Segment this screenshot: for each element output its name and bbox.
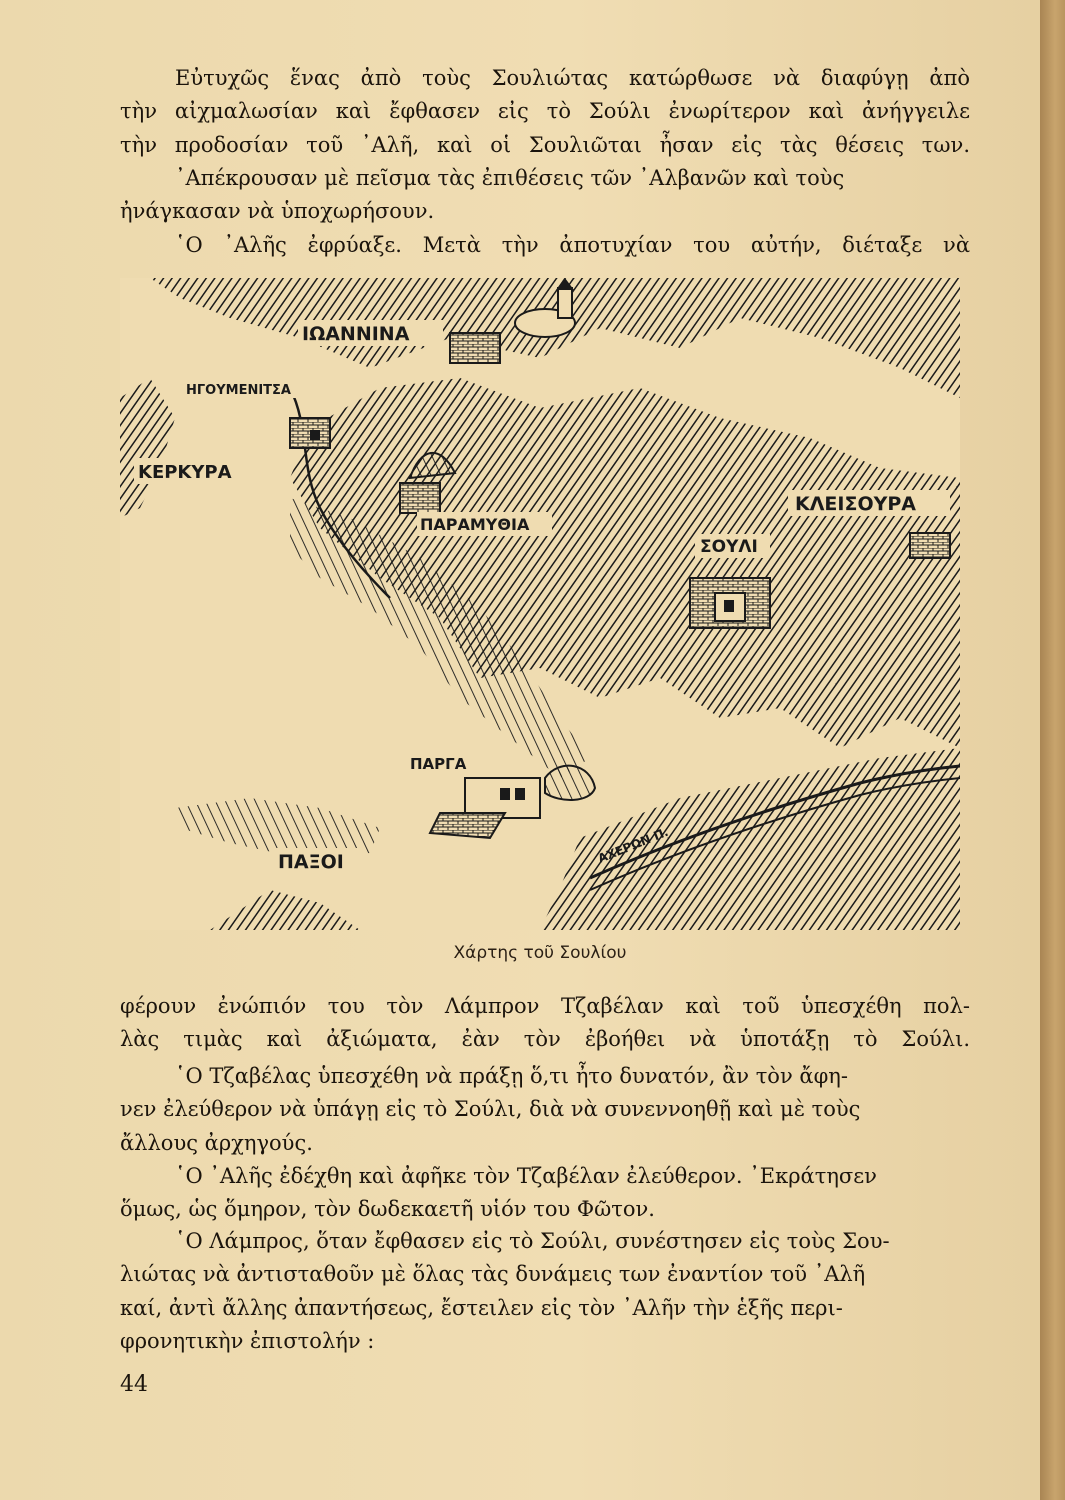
map-label-igoumenitsa: ΗΓΟΥΜΕΝΙΤΣΑ — [186, 383, 291, 398]
text-line: νεν ἐλεύθερον νὰ ὑπάγῃ εἰς τὸ Σούλι, διὰ νὰ συνεννοηθῇ καὶ μὲ τοὺς — [120, 1097, 861, 1122]
paragraph-tzavelas-promise — [120, 1060, 970, 1160]
map-label-parga: ΠΑΡΓΑ — [410, 755, 467, 773]
text-line: ὅμως, ὡς ὅμηρον, τὸν δωδεκαετῆ υἱόν του Φῶτον. — [120, 1197, 655, 1222]
text-line: λὰς τιμὰς καὶ ἀξιώματα, ἐὰν τὸν ἐβοήθει νὰ ὑποτάξῃ τὸ Σούλι. — [120, 1027, 970, 1052]
paragraph-escape — [120, 62, 970, 162]
souli-map-figure — [120, 278, 960, 930]
text-line: ἠνάγκασαν νὰ ὑποχωρήσουν. — [120, 199, 435, 224]
paragraph-ali-rage — [120, 229, 970, 262]
text-line: ῾Ο ᾿Αλῆς ἐφρύαξε. Μετὰ τὴν ἀποτυχίαν του αὐτήν, διέταξε νὰ — [175, 233, 970, 257]
paragraph-repulse — [120, 162, 970, 229]
text-line: τὴν προδοσίαν τοῦ ᾿Αλῆ, καὶ οἱ Σουλιῶται ἦσαν εἰς τὰς θέσεις των. — [120, 132, 970, 157]
map-caption: Χάρτης τοῦ Σουλίου — [453, 943, 627, 963]
souli-map-illustration — [120, 278, 960, 930]
kleisoura-town-icon — [910, 533, 950, 558]
text-line: καί, ἀντὶ ἄλλης ἀπαντήσεως, ἔστειλεν εἰς τὸν ᾿Αλῆν τὴν ἑξῆς περι- — [120, 1295, 843, 1320]
page-number: 44 — [120, 1372, 148, 1397]
text-line: Εὐτυχῶς ἕνας ἀπὸ τοὺς Σουλιώτας κατώρθωσε νὰ διαφύγῃ ἀπὸ — [175, 66, 970, 90]
map-label-kleisoura: ΚΛΕΙΣΟΥΡΑ — [795, 493, 916, 515]
paragraph-lampros-letter — [120, 1225, 970, 1358]
map-label-souli: ΣΟΥΛΙ — [700, 537, 758, 557]
text-line: τὴν αἰχμαλωσίαν καὶ ἔφθασεν εἰς τὸ Σούλι ἐνωρίτερον καὶ ἀνήγγειλε — [120, 99, 970, 124]
map-label-kerkyra: ΚΕΡΚΥΡΑ — [138, 462, 232, 483]
text-line: λιώτας νὰ ἀντισταθοῦν μὲ ὅλας τὰς δυνάμεις των ἐναντίον τοῦ ᾿Αλῆ — [120, 1262, 866, 1287]
igoumenitsa-town-icon — [290, 418, 330, 448]
souli-town-icon — [690, 578, 770, 628]
paragraph-hostage — [120, 1160, 970, 1227]
map-label-ioannina: ΙΩΑΝΝΙΝΑ — [302, 323, 410, 345]
text-line: ῾Ο Τζαβέλας ὑπεσχέθη νὰ πράξῃ ὅ,τι ἦτο δυνατόν, ἂν τὸν ἄφη- — [175, 1064, 848, 1088]
text-line: ᾿Απέκρουσαν μὲ πεῖσμα τὰς ἐπιθέσεις τῶν ᾿Αλβανῶν καὶ τοὺς — [175, 166, 845, 190]
map-label-acheron: ΑΧΕΡΩΝ Π. — [595, 824, 671, 866]
text-line: φρονητικὴν ἐπιστολήν : — [120, 1328, 375, 1353]
map-label-paramythia: ΠΑΡΑΜΥΘΙΑ — [420, 515, 530, 534]
map-label-paxoi: ΠΑΞΟΙ — [278, 851, 344, 873]
book-spine-edge — [1040, 0, 1065, 1500]
text-line: ἄλλους ἀρχηγούς. — [120, 1130, 313, 1155]
text-line: φέρουν ἐνώπιόν του τὸν Λάμπρον Τζαβέλαν καὶ τοῦ ὑπεσχέθη πολ- — [120, 994, 970, 1018]
paragraph-summon-tzavelas — [120, 990, 970, 1057]
text-line: ῾Ο ᾿Αλῆς ἐδέχθη καὶ ἀφῆκε τὸν Τζαβέλαν ἐλεύθερον. ᾿Εκράτησεν — [175, 1164, 877, 1188]
text-line: ῾Ο Λάμπρος, ὅταν ἔφθασεν εἰς τὸ Σούλι, συνέστησεν εἰς τοὺς Σου- — [175, 1229, 890, 1253]
